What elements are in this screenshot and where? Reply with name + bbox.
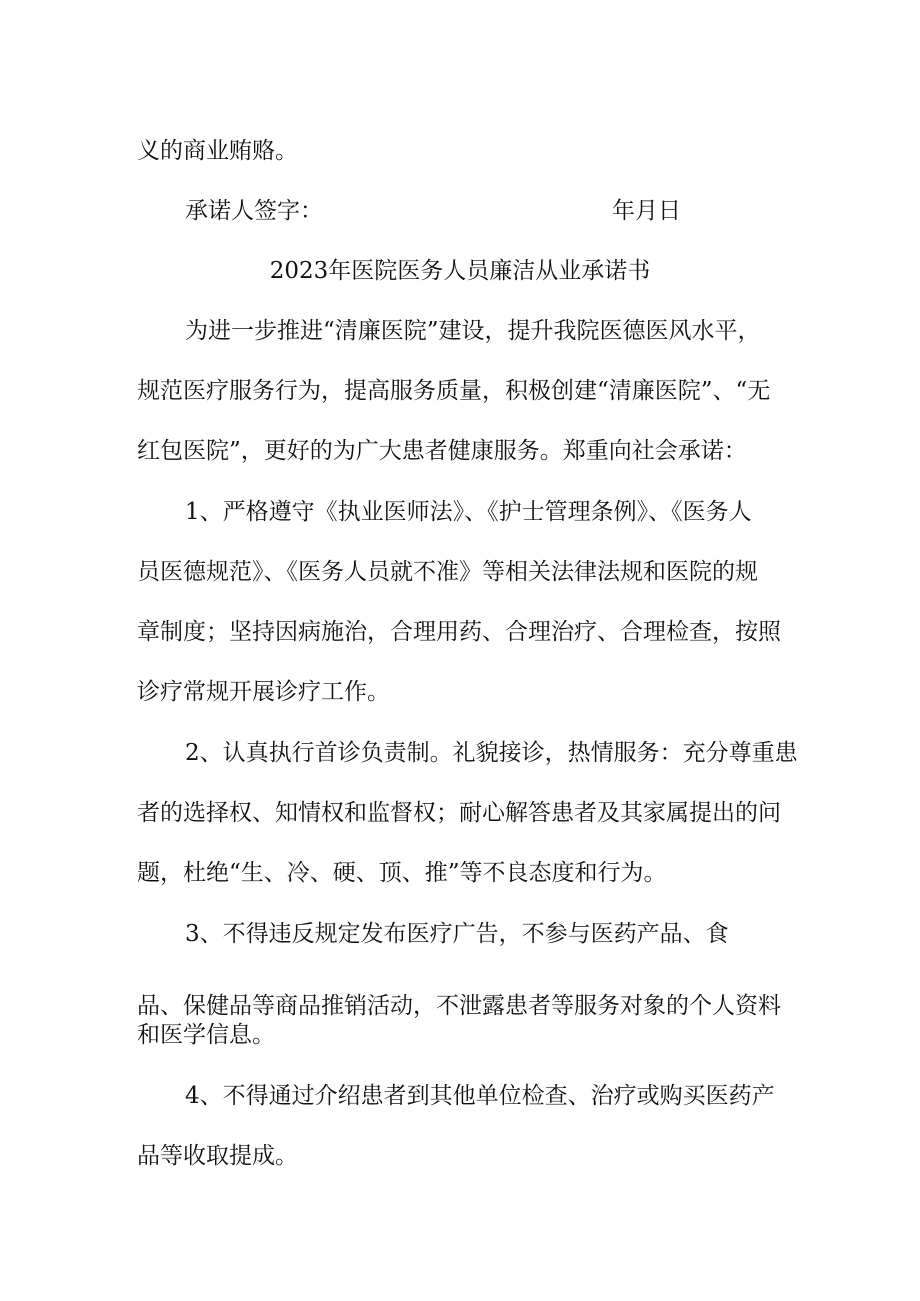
item1-line-4: 诊疗常规开展诊疗工作。 (137, 679, 390, 705)
item1-line-2: 员医德规范》、《医务人员就不准》等相关法律法规和医院的规 (137, 559, 758, 585)
item4-line-1: 4、不得通过介绍患者到其他单位检查、治疗或购买医药产 (185, 1083, 775, 1109)
item3-line-3: 和医学信息。 (137, 1022, 275, 1048)
item3-line-1: 3、不得违反规定发布医疗广告，不参与医药产品、食 (185, 921, 729, 947)
signature-label: 承诺人签字： (185, 198, 323, 224)
item1-line-1: 1、严格遵守《执业医师法》、《护士管理条例》、《医务人 (185, 499, 752, 525)
item2-line-1: 2、认真执行首诊负责制。礼貌接诊，热情服务：充分尊重患 (185, 740, 798, 766)
signature-date: 年月日 (612, 198, 681, 224)
intro-line-3: 红包医院”，更好的为广大患者健康服务。郑重向社会承诺： (137, 438, 747, 464)
intro-line-1: 为进一步推进“清廉医院”建设，提升我院医德医风水平， (185, 318, 761, 344)
intro-line-2: 规范医疗服务行为，提高服务质量，积极创建“清廉医院”、“无 (137, 378, 771, 404)
item1-line-3: 章制度；坚持因病施治，合理用药、合理治疗、合理检查，按照 (137, 619, 781, 645)
top-fragment-text: 义的商业贿赂。 (137, 138, 298, 164)
item2-line-3: 题，杜绝“生、冷、硬、顶、推”等不良态度和行为。 (137, 860, 667, 886)
item2-line-2: 者的选择权、知情权和监督权；耐心解答患者及其家属提出的问 (137, 800, 781, 826)
item3-line-2: 品、保健品等商品推销活动，不泄露患者等服务对象的个人资料 (137, 993, 781, 1019)
item4-line-2: 品等收取提成。 (137, 1143, 298, 1169)
document-title: 2023年医院医务人员廉洁从业承诺书 (269, 258, 651, 284)
